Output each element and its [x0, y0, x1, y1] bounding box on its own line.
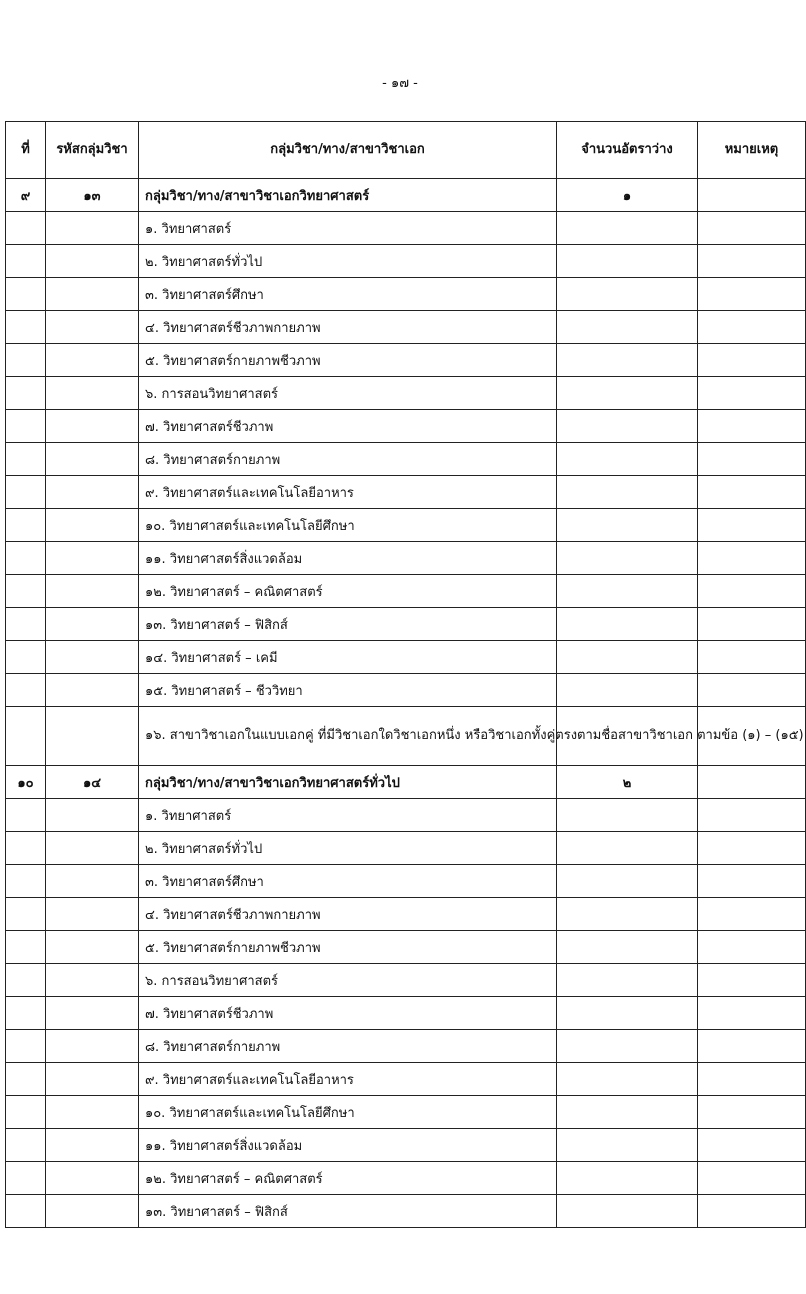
cell-no	[6, 410, 46, 443]
table-row	[6, 931, 806, 964]
table-row	[6, 344, 806, 377]
cell-vacancies	[557, 1030, 698, 1063]
cell-remarks	[698, 476, 806, 509]
cell-remarks	[698, 1162, 806, 1195]
cell-no	[6, 278, 46, 311]
cell-group-code	[46, 575, 139, 608]
cell-remarks	[698, 1030, 806, 1063]
cell-group-code	[46, 674, 139, 707]
cell-no	[6, 1129, 46, 1162]
cell-subject: ๒. วิทยาศาสตร์ทั่วไป	[139, 832, 557, 865]
table-row	[6, 443, 806, 476]
table-row	[6, 245, 806, 278]
cell-no	[6, 832, 46, 865]
cell-no	[6, 1063, 46, 1096]
cell-remarks	[698, 608, 806, 641]
cell-subject: ๑๔. วิทยาศาสตร์ – เคมี	[139, 641, 557, 674]
cell-subject: ๙. วิทยาศาสตร์และเทคโนโลยีอาหาร	[139, 1063, 557, 1096]
table-row	[6, 641, 806, 674]
cell-vacancies	[557, 1063, 698, 1096]
cell-remarks	[698, 377, 806, 410]
cell-vacancies	[557, 1129, 698, 1162]
cell-vacancies	[557, 832, 698, 865]
cell-subject: ๖. การสอนวิทยาศาสตร์	[139, 377, 557, 410]
cell-remarks	[698, 931, 806, 964]
cell-subject: ๑. วิทยาศาสตร์	[139, 799, 557, 832]
table-row	[6, 1162, 806, 1195]
cell-remarks	[698, 898, 806, 931]
cell-vacancies	[557, 997, 698, 1030]
cell-remarks	[698, 674, 806, 707]
cell-subject: ๔. วิทยาศาสตร์ชีวภาพกายภาพ	[139, 898, 557, 931]
header-vacancies: จำนวนอัตราว่าง	[557, 122, 698, 179]
cell-no	[6, 674, 46, 707]
cell-no	[6, 865, 46, 898]
cell-vacancies: ๑	[557, 179, 698, 212]
cell-vacancies	[557, 898, 698, 931]
table-row	[6, 509, 806, 542]
cell-remarks	[698, 410, 806, 443]
cell-vacancies	[557, 674, 698, 707]
cell-group-code: ๑๔	[46, 766, 139, 799]
table-row	[6, 377, 806, 410]
header-subject: กลุ่มวิชา/ทาง/สาขาวิชาเอก	[139, 122, 557, 179]
cell-group-code	[46, 931, 139, 964]
cell-vacancies	[557, 1195, 698, 1228]
cell-group-code	[46, 542, 139, 575]
cell-no	[6, 997, 46, 1030]
table-row	[6, 542, 806, 575]
cell-subject: ๖. การสอนวิทยาศาสตร์	[139, 964, 557, 997]
table-row	[6, 997, 806, 1030]
cell-vacancies	[557, 212, 698, 245]
subject-group-table	[5, 121, 806, 1228]
table-row	[6, 1063, 806, 1096]
cell-group-code	[46, 443, 139, 476]
cell-group-code	[46, 641, 139, 674]
cell-remarks	[698, 1195, 806, 1228]
table-row	[6, 1195, 806, 1228]
cell-subject: ๔. วิทยาศาสตร์ชีวภาพกายภาพ	[139, 311, 557, 344]
cell-remarks	[698, 575, 806, 608]
cell-group-code	[46, 377, 139, 410]
cell-vacancies	[557, 575, 698, 608]
cell-vacancies	[557, 377, 698, 410]
cell-remarks	[698, 641, 806, 674]
cell-vacancies	[557, 476, 698, 509]
table-row	[6, 832, 806, 865]
cell-no	[6, 964, 46, 997]
cell-remarks	[698, 799, 806, 832]
cell-no	[6, 931, 46, 964]
cell-subject: กลุ่มวิชา/ทาง/สาขาวิชาเอกวิทยาศาสตร์ทั่วไป	[139, 766, 557, 799]
cell-vacancies	[557, 410, 698, 443]
cell-subject: ๑๓. วิทยาศาสตร์ – ฟิสิกส์	[139, 1195, 557, 1228]
table-body	[6, 179, 806, 1228]
table-row	[6, 575, 806, 608]
cell-group-code	[46, 509, 139, 542]
cell-group-code	[46, 964, 139, 997]
cell-group-code	[46, 865, 139, 898]
cell-subject: ๙. วิทยาศาสตร์และเทคโนโลยีอาหาร	[139, 476, 557, 509]
cell-remarks	[698, 542, 806, 575]
cell-no	[6, 1162, 46, 1195]
cell-no	[6, 377, 46, 410]
cell-group-code	[46, 608, 139, 641]
cell-no	[6, 245, 46, 278]
cell-subject: ๒. วิทยาศาสตร์ทั่วไป	[139, 245, 557, 278]
cell-group-code	[46, 410, 139, 443]
cell-group-code	[46, 997, 139, 1030]
cell-remarks	[698, 179, 806, 212]
cell-no	[6, 641, 46, 674]
cell-remarks	[698, 1129, 806, 1162]
cell-subject: ๑๑. วิทยาศาสตร์สิ่งแวดล้อม	[139, 542, 557, 575]
cell-group-code	[46, 1129, 139, 1162]
cell-no	[6, 509, 46, 542]
cell-remarks	[698, 509, 806, 542]
cell-subject: กลุ่มวิชา/ทาง/สาขาวิชาเอกวิทยาศาสตร์	[139, 179, 557, 212]
cell-no	[6, 799, 46, 832]
table-row	[6, 1030, 806, 1063]
cell-vacancies	[557, 245, 698, 278]
table-row	[6, 865, 806, 898]
cell-vacancies	[557, 344, 698, 377]
table-row	[6, 278, 806, 311]
header-remarks: หมายเหตุ	[698, 122, 806, 179]
cell-group-code	[46, 799, 139, 832]
cell-vacancies	[557, 608, 698, 641]
cell-remarks	[698, 1096, 806, 1129]
cell-vacancies	[557, 964, 698, 997]
cell-no: ๑๐	[6, 766, 46, 799]
cell-no	[6, 443, 46, 476]
cell-vacancies	[557, 509, 698, 542]
cell-group-code	[46, 344, 139, 377]
cell-vacancies	[557, 641, 698, 674]
cell-group-code	[46, 212, 139, 245]
cell-group-code	[46, 832, 139, 865]
table-group-row	[6, 766, 806, 799]
table-group-row	[6, 179, 806, 212]
cell-subject: ๓. วิทยาศาสตร์ศึกษา	[139, 865, 557, 898]
cell-vacancies	[557, 542, 698, 575]
cell-remarks	[698, 832, 806, 865]
cell-subject: ๑๖. สาขาวิชาเอกในแบบเอกคู่ ที่มีวิชาเอกใดวิชาเอกหนึ่ง หรือวิชาเอกทั้งคู่ตรงตามชื่อสาขาวิชาเอก ตามข้อ (๑) – (๑๕)	[139, 707, 557, 766]
cell-vacancies	[557, 278, 698, 311]
cell-no	[6, 1030, 46, 1063]
cell-remarks	[698, 245, 806, 278]
cell-vacancies	[557, 311, 698, 344]
page-number: - ๑๗ -	[382, 76, 418, 91]
cell-group-code	[46, 1162, 139, 1195]
cell-subject: ๑๓. วิทยาศาสตร์ – ฟิสิกส์	[139, 608, 557, 641]
cell-vacancies	[557, 443, 698, 476]
cell-no	[6, 542, 46, 575]
table-row	[6, 476, 806, 509]
cell-subject: ๕. วิทยาศาสตร์กายภาพชีวภาพ	[139, 344, 557, 377]
cell-vacancies: ๒	[557, 766, 698, 799]
table-row	[6, 898, 806, 931]
table-row	[6, 1129, 806, 1162]
cell-no	[6, 311, 46, 344]
cell-remarks	[698, 766, 806, 799]
header-group-code: รหัสกลุ่มวิชา	[46, 122, 139, 179]
cell-group-code: ๑๓	[46, 179, 139, 212]
cell-remarks	[698, 212, 806, 245]
table-row	[6, 799, 806, 832]
table-row	[6, 707, 806, 766]
cell-subject: ๕. วิทยาศาสตร์กายภาพชีวภาพ	[139, 931, 557, 964]
cell-remarks	[698, 278, 806, 311]
cell-subject: ๑๕. วิทยาศาสตร์ – ชีววิทยา	[139, 674, 557, 707]
cell-no	[6, 1195, 46, 1228]
cell-group-code	[46, 245, 139, 278]
cell-remarks	[698, 964, 806, 997]
cell-no	[6, 898, 46, 931]
cell-no	[6, 476, 46, 509]
cell-no	[6, 707, 46, 766]
cell-group-code	[46, 1195, 139, 1228]
cell-group-code	[46, 1063, 139, 1096]
cell-no	[6, 1096, 46, 1129]
table-header-row	[6, 122, 806, 179]
cell-remarks	[698, 1063, 806, 1096]
cell-vacancies	[557, 931, 698, 964]
cell-subject: ๗. วิทยาศาสตร์ชีวภาพ	[139, 997, 557, 1030]
cell-no	[6, 575, 46, 608]
table-row	[6, 410, 806, 443]
cell-vacancies	[557, 865, 698, 898]
cell-group-code	[46, 311, 139, 344]
cell-no: ๙	[6, 179, 46, 212]
cell-remarks	[698, 997, 806, 1030]
cell-subject: ๑๐. วิทยาศาสตร์และเทคโนโลยีศึกษา	[139, 509, 557, 542]
cell-subject: ๓. วิทยาศาสตร์ศึกษา	[139, 278, 557, 311]
table-row	[6, 1096, 806, 1129]
cell-vacancies	[557, 1096, 698, 1129]
cell-remarks	[698, 311, 806, 344]
cell-subject: ๗. วิทยาศาสตร์ชีวภาพ	[139, 410, 557, 443]
cell-subject: ๑๒. วิทยาศาสตร์ – คณิตศาสตร์	[139, 1162, 557, 1195]
cell-no	[6, 344, 46, 377]
cell-group-code	[46, 1096, 139, 1129]
cell-subject: ๑. วิทยาศาสตร์	[139, 212, 557, 245]
cell-subject: ๑๐. วิทยาศาสตร์และเทคโนโลยีศึกษา	[139, 1096, 557, 1129]
cell-subject: ๑๑. วิทยาศาสตร์สิ่งแวดล้อม	[139, 1129, 557, 1162]
cell-subject: ๘. วิทยาศาสตร์กายภาพ	[139, 443, 557, 476]
cell-group-code	[46, 1030, 139, 1063]
cell-subject: ๑๒. วิทยาศาสตร์ – คณิตศาสตร์	[139, 575, 557, 608]
cell-group-code	[46, 278, 139, 311]
table-row	[6, 608, 806, 641]
table-row	[6, 674, 806, 707]
cell-group-code	[46, 476, 139, 509]
cell-subject: ๘. วิทยาศาสตร์กายภาพ	[139, 1030, 557, 1063]
cell-vacancies	[557, 799, 698, 832]
cell-vacancies	[557, 1162, 698, 1195]
cell-no	[6, 212, 46, 245]
cell-remarks	[698, 344, 806, 377]
table-row	[6, 311, 806, 344]
cell-no	[6, 608, 46, 641]
header-no: ที่	[6, 122, 46, 179]
cell-remarks	[698, 865, 806, 898]
table-row	[6, 212, 806, 245]
cell-remarks	[698, 443, 806, 476]
cell-group-code	[46, 707, 139, 766]
table-row	[6, 964, 806, 997]
cell-group-code	[46, 898, 139, 931]
